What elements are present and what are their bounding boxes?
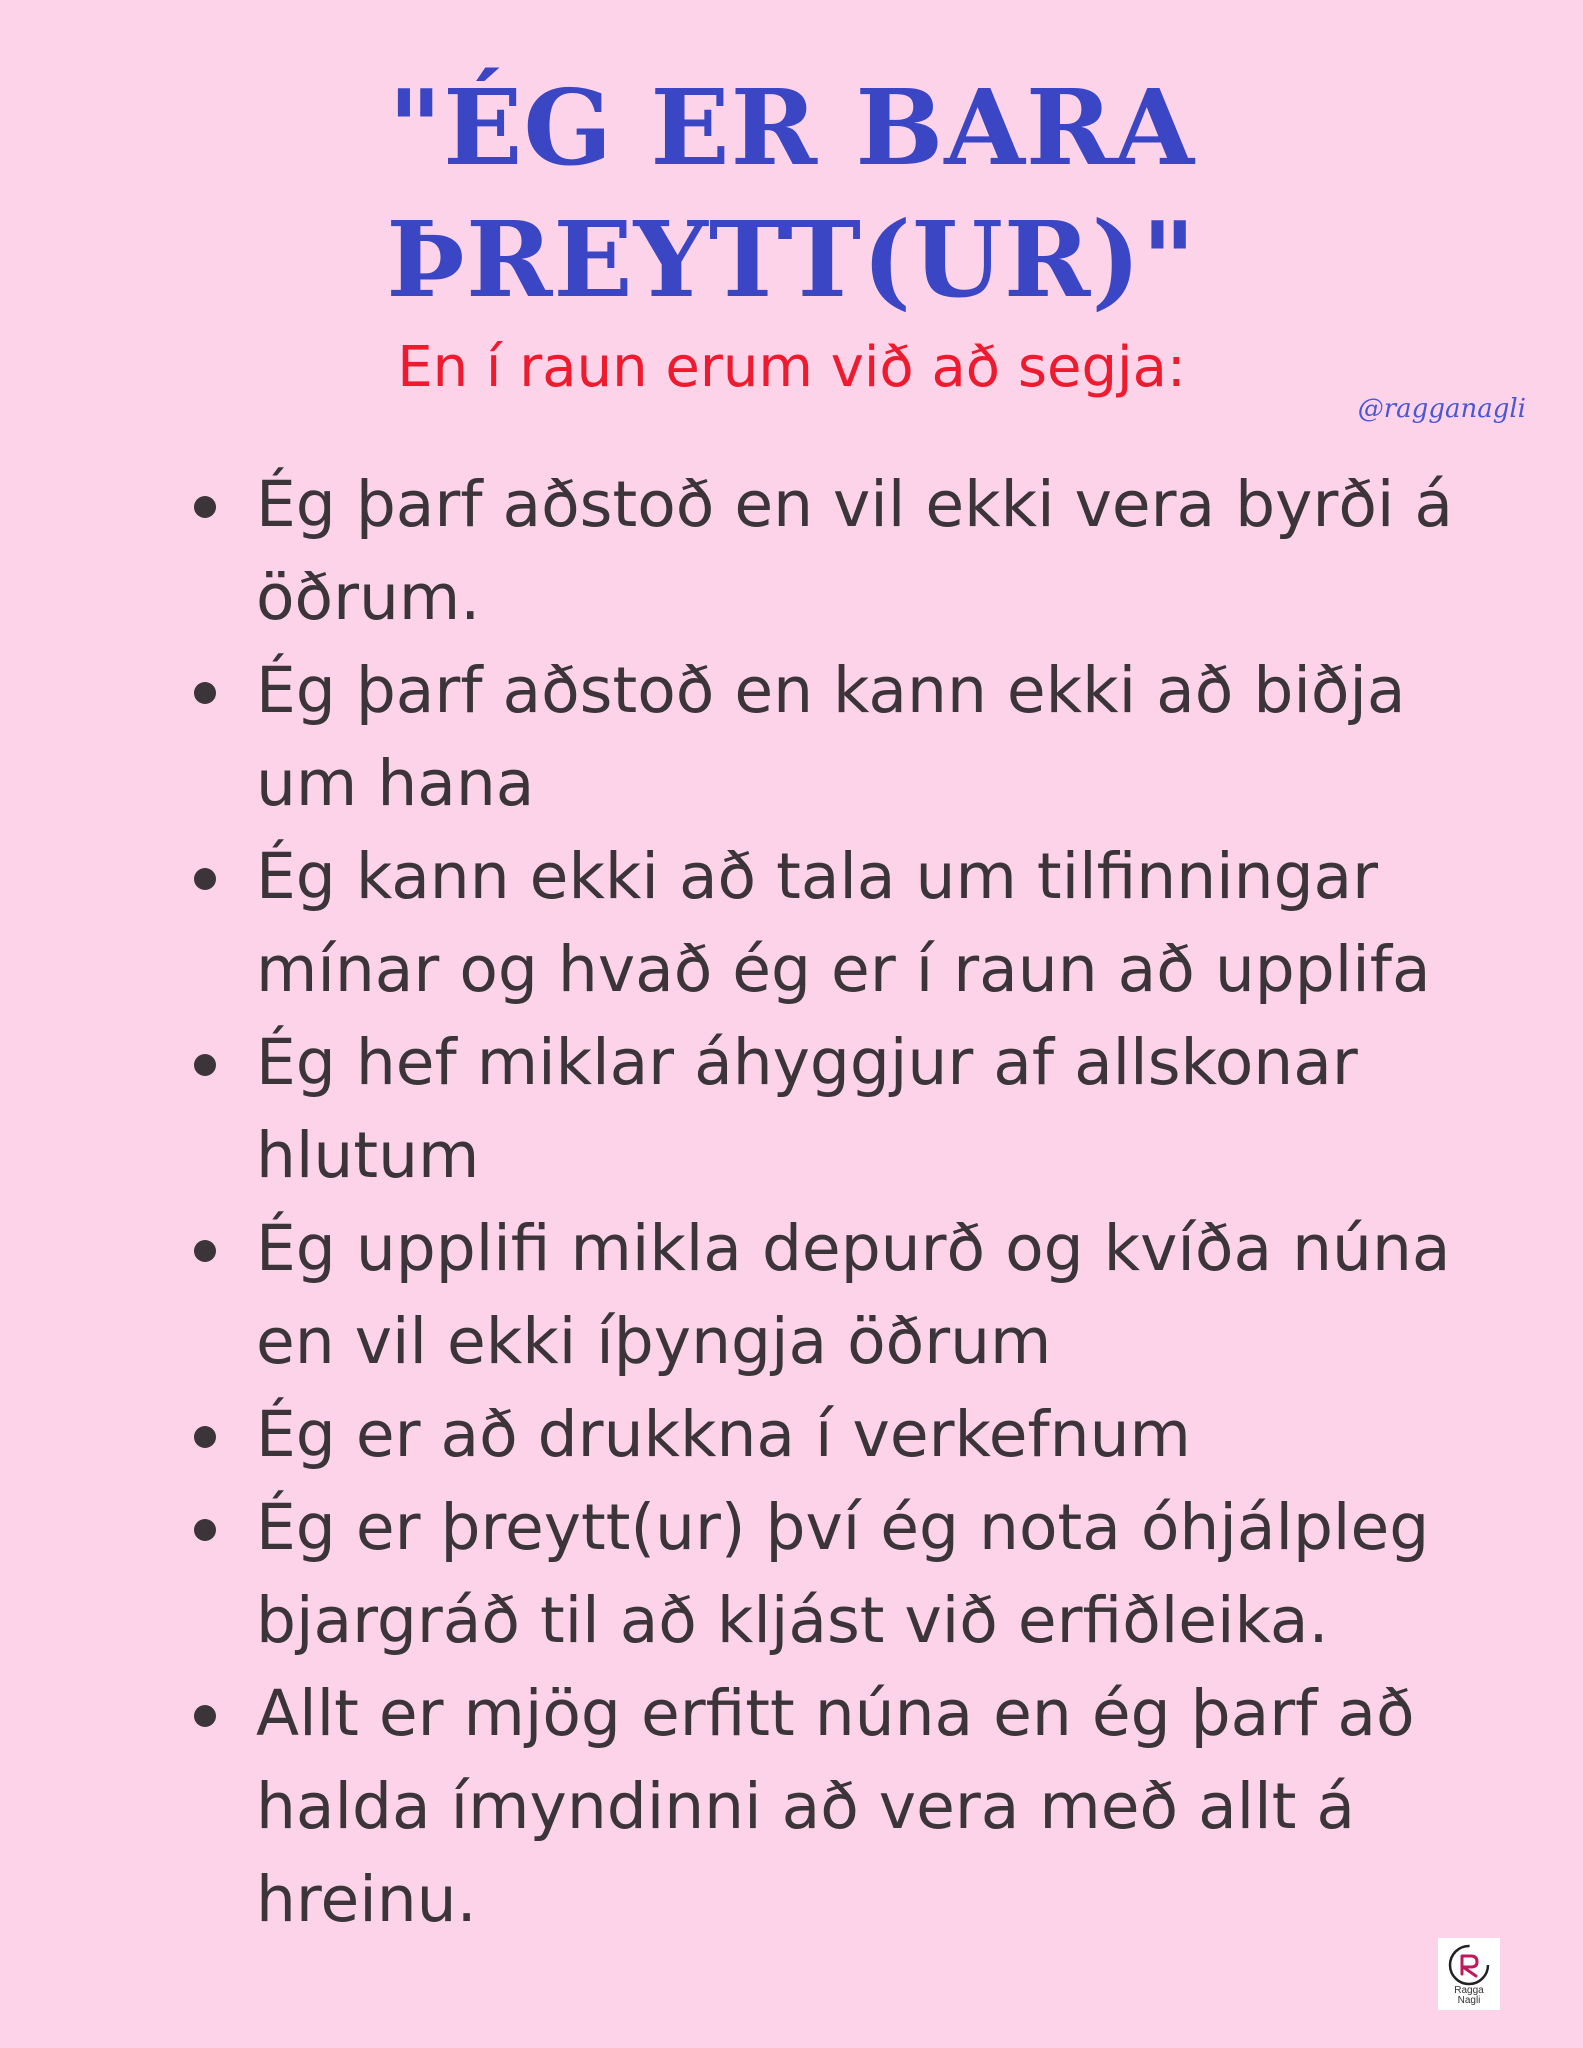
logo-text-line-2: Nagli bbox=[1457, 1995, 1481, 2006]
list-item: Ég þarf aðstoð en kann ekki að biðja um hana bbox=[256, 644, 1496, 830]
logo-text bbox=[1438, 1986, 1500, 2006]
page-title bbox=[0, 62, 1583, 326]
title-line-1: "ÉG ER BARA bbox=[387, 66, 1196, 189]
logo-mark-icon bbox=[1446, 1942, 1492, 1988]
list-item: Ég hef miklar áhyggjur af allskonar hlutum bbox=[256, 1016, 1496, 1202]
statement-list bbox=[256, 458, 1496, 1946]
logo-text-line-1: Ragga bbox=[1454, 1985, 1484, 1996]
list-item: Ég upplifi mikla depurð og kvíða núna en vil ekki íþyngja öðrum bbox=[256, 1202, 1496, 1388]
title-line-2: ÞREYTT(UR)" bbox=[386, 198, 1197, 321]
subtitle: En í raun erum við að segja: bbox=[397, 335, 1186, 400]
brand-logo bbox=[1438, 1938, 1500, 2010]
list-item: Ég er þreytt(ur) því ég nota óhjálpleg bjargráð til að kljást við erfiðleika. bbox=[256, 1481, 1496, 1667]
list-item: Ég er að drukkna í verkefnum bbox=[256, 1388, 1496, 1481]
list-item: Allt er mjög erfitt núna en ég þarf að halda ímyndinni að vera með allt á hreinu. bbox=[256, 1667, 1496, 1946]
list-item: Ég þarf aðstoð en vil ekki vera byrði á öðrum. bbox=[256, 458, 1496, 644]
social-handle: @ragganagli bbox=[1357, 394, 1526, 424]
list-item: Ég kann ekki að tala um tilfinningar mínar og hvað ég er í raun að upplifa bbox=[256, 830, 1496, 1016]
